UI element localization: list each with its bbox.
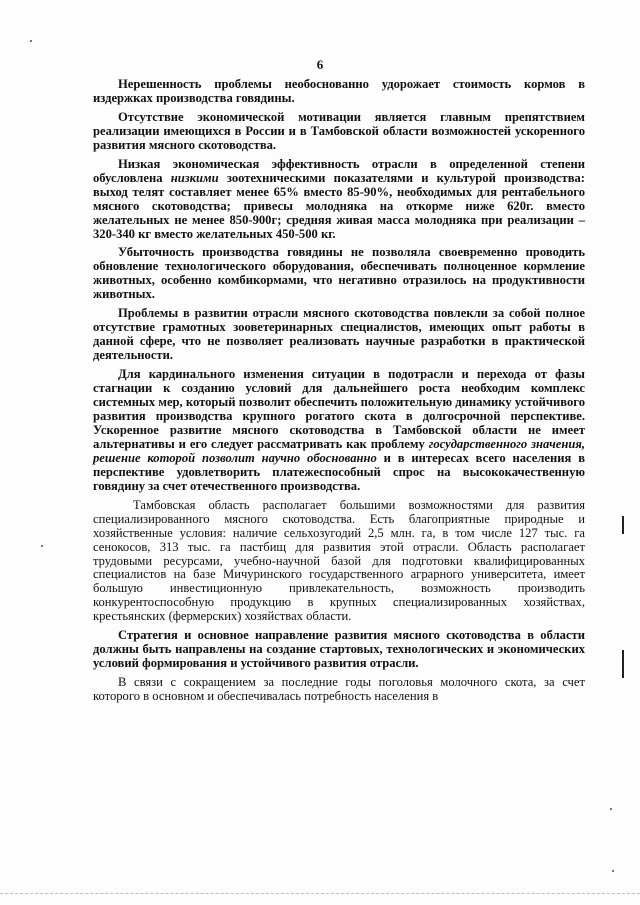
body-text [93, 78, 585, 709]
scan-speck [612, 870, 614, 872]
scan-speck [41, 545, 43, 547]
paragraph-1: Нерешенность проблемы необоснованно удорожает стоимость кормов в издержках производства говядины. [93, 77, 585, 105]
margin-mark [622, 650, 624, 678]
scan-speck [30, 40, 32, 42]
paragraph-8: Стратегия и основное направление развития мясного скотоводства в области должны быть направлены на создание стартовых, технологических и экономических условий формирования и устойчивого развития отрасли. [93, 628, 585, 671]
paragraph-2: Отсутствие экономической мотивации является главным препятствием реализации имеющихся в России и в Тамбовской области возможностей ускоренного развития мясного скотоводства. [93, 109, 585, 152]
paragraph-6-lead: Для кардинального изменения ситуации в подотрасли и перехода от фазы стагнации к созданию условий для дальнейшего роста необходим комплекс системных мер, который позволит обеспечить положительную динамику устойчивого развития производства крупного рогатого скота в долгосрочной перспективе. Ускоренное развитие мясного скотоводства в Тамбовской области не имеет альтернативы и его следует рассматривать как проблему [93, 367, 585, 451]
paragraph-3-lead: Низкая экономическая эффективность отрасли в определенной степени обусловлена [93, 156, 585, 185]
paragraph-3-emphasis: низкими [170, 170, 219, 185]
scan-speck [610, 808, 612, 810]
paragraph-6-rest: и в интересах всего населения в перспективе удовлетворить платежеспособный спрос на высококачественную говядину за счет отечественного производства. [93, 450, 585, 493]
paragraph-6-emphasis: государственного значения, решение которой позволит научно обоснованно [93, 436, 585, 465]
paragraph-3-rest: зоотехническими показателями и культурой производства: выход телят составляет менее 65% вместо 85-90%, необходимых для рентабельного мясного скотоводства; привесы молодняка на откорме ниже 620г. вместо желательных не менее 850-900г; средняя живая масса молодняка при реализации – 320-340 кг вместо желательных 450-500 кг. [93, 170, 585, 241]
scan-edge [0, 893, 640, 894]
paragraph-7: Тамбовская область располагает большими возможностями для развития специализированного мясного скотоводства. Есть благоприятные природные и хозяйственные условия: наличие сельхозугодий 2,5 млн. га, в том числе 127 тыс. га сенокосов, 313 тыс. га пастбищ для развития этой отрасли. Область располагает трудовыми ресурсами, учебно-научной базой для подготовки квалифицированных специалистов на базе Мичуринского государственного аграрного университета, имеет большую инвестиционную привлекательность, возможность производить конкурентоспособную продукцию в крупных специализированных хозяйствах, крестьянских (фермерских) хозяйствах области. [93, 497, 585, 624]
paragraph-6 [93, 368, 585, 494]
margin-mark [622, 516, 624, 534]
page-number: 6 [316, 57, 324, 72]
paragraph-5: Проблемы в развитии отрасли мясного скотоводства повлекли за собой полное отсутствие грамотных зооветеринарных специалистов, имеющих опыт работы в данной сфере, что не позволяет реализовать научные разработки в практической деятельности. [93, 306, 585, 363]
paragraph-9: В связи с сокращением за последние годы поголовья молочного скота, за счет которого в основном и обеспечивалась потребность населения в [93, 675, 585, 704]
paragraph-3 [93, 158, 585, 242]
paragraph-4: Убыточность производства говядины не позволяла своевременно проводить обновление технологического оборудования, обеспечивать полноценное кормление животных, особенно комбикормами, что негативно отразилось на продуктивности животных. [93, 245, 585, 302]
